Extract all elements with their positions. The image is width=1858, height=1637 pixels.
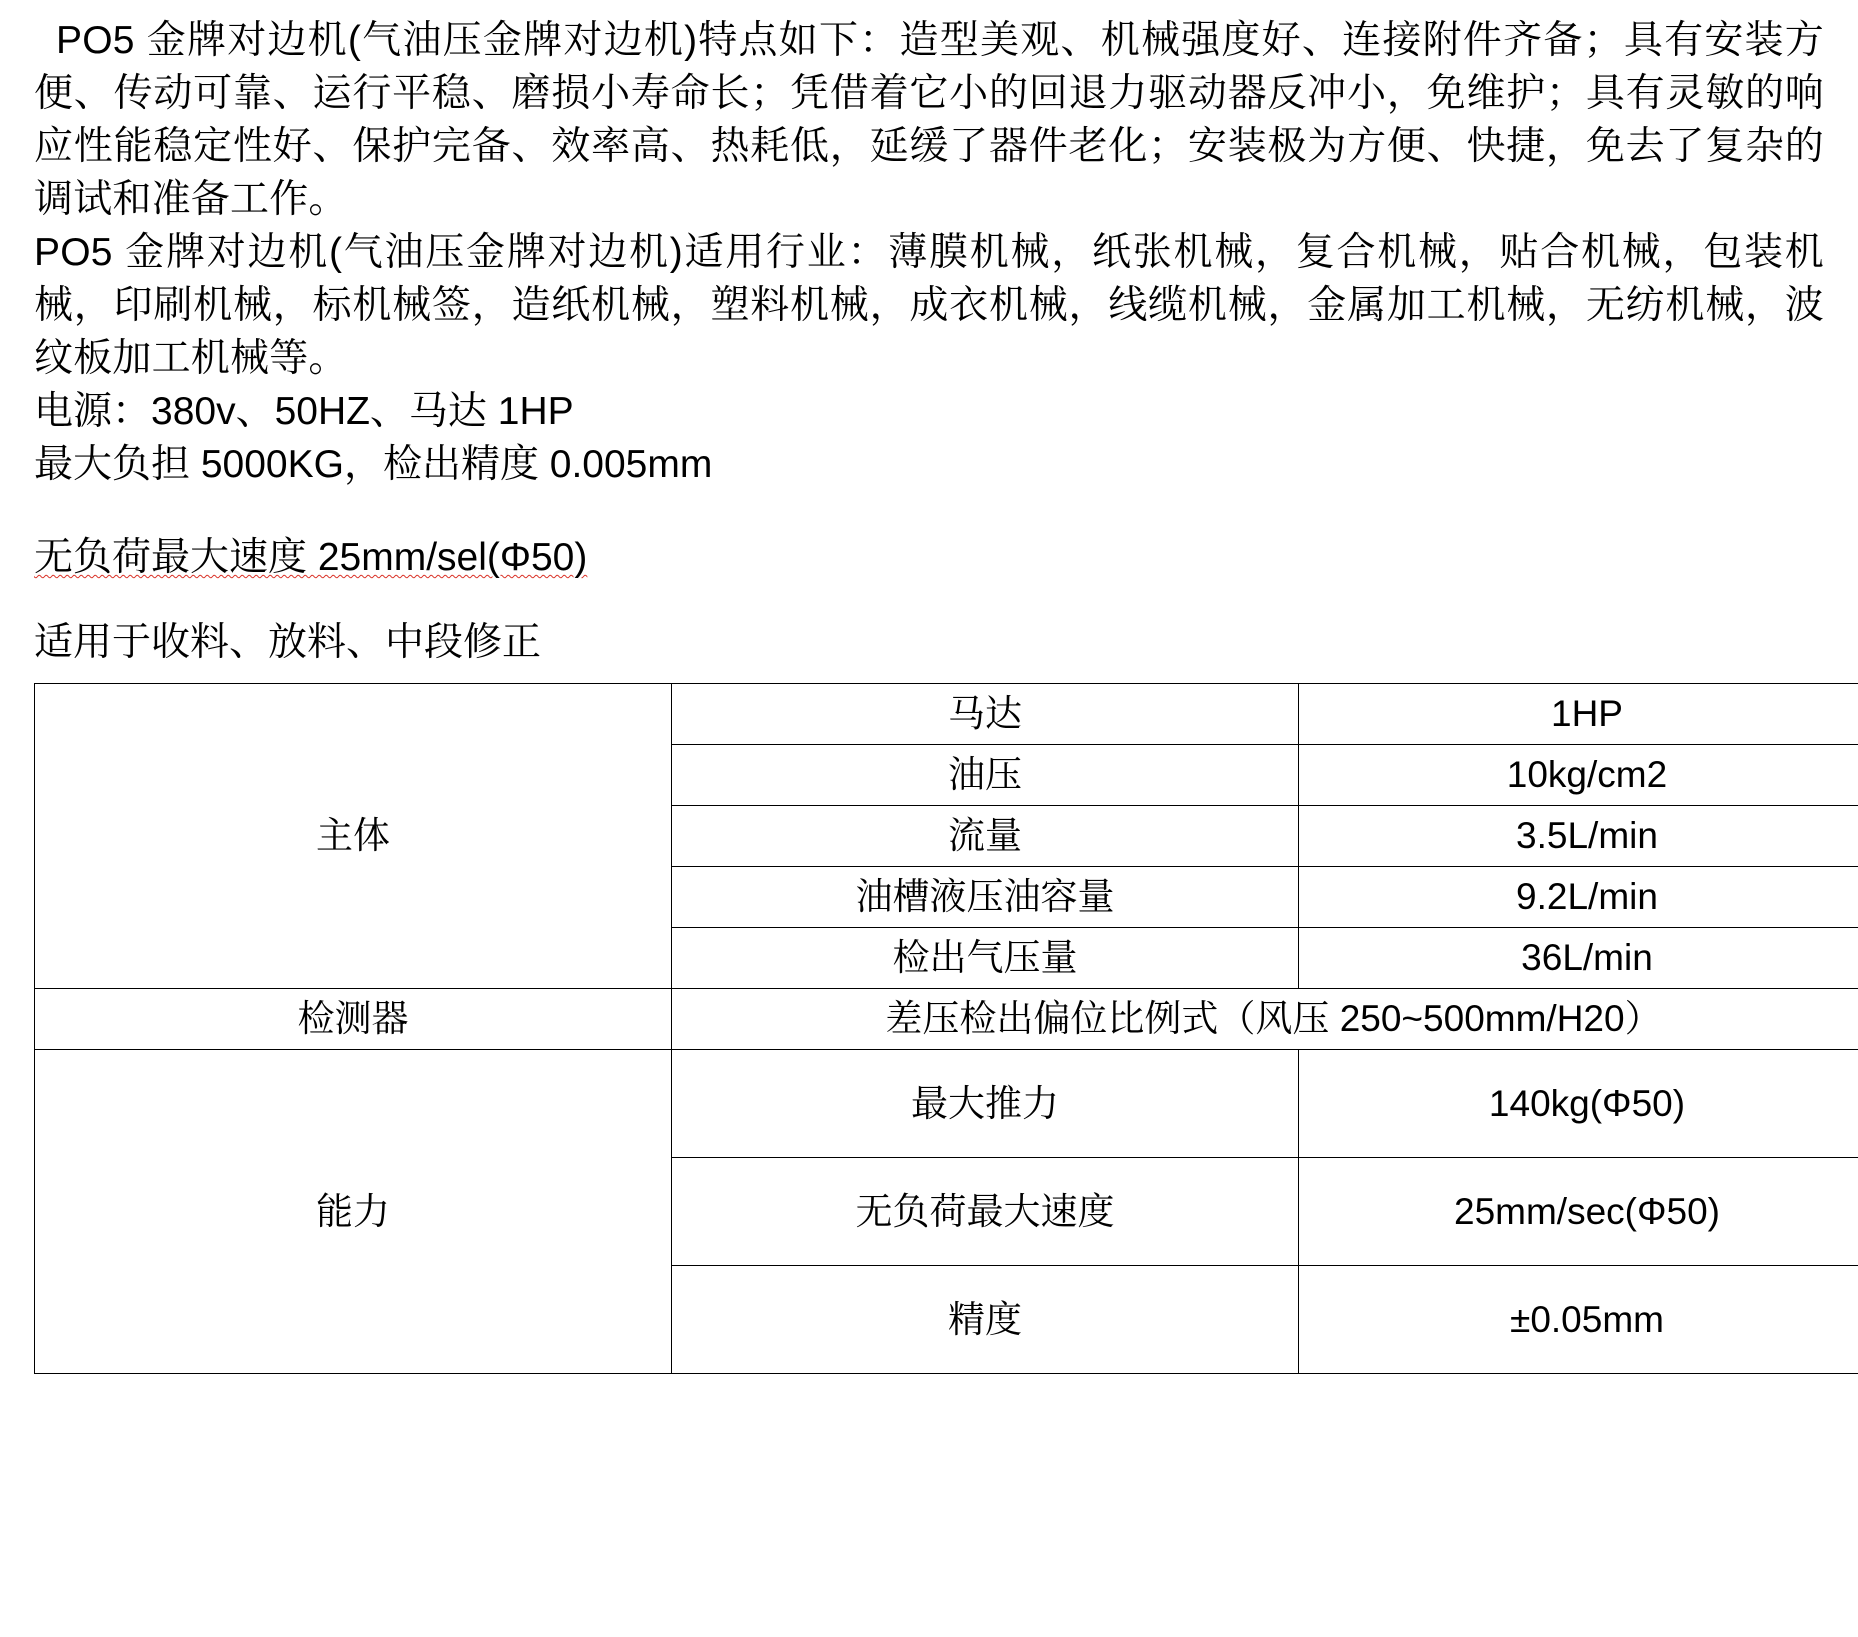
spec-value: 3.5L/min: [1299, 806, 1858, 867]
group-label-main-body: 主体: [35, 684, 672, 989]
spacer: [34, 584, 1824, 616]
speed-spec-line-wrap: [34, 531, 1824, 584]
spec-item: 马达: [672, 684, 1299, 745]
spec-item: 油槽液压油容量: [672, 867, 1299, 928]
load-spec-line: 最大负担 5000KG，检出精度 0.005mm: [34, 443, 713, 486]
spec-value: 9.2L/min: [1299, 867, 1858, 928]
paragraph-industries: PO5 金牌对边机(气油压金牌对边机)适用行业：薄膜机械，纸张机械，复合机械，贴合机械，包装机械，印刷机械，标机械签，造纸机械，塑料机械，成衣机械，线缆机械，金属加工机械，无纺机械，波纹板加工机械等。: [34, 231, 1824, 380]
table-row: [35, 989, 1858, 1050]
usage-line: 适用于收料、放料、中段修正: [34, 621, 542, 664]
group-label-detector: 检测器: [35, 989, 672, 1050]
spec-item: 无负荷最大速度: [672, 1158, 1299, 1266]
group-label-capability: 能力: [35, 1050, 672, 1374]
spec-item: 检出气压量: [672, 928, 1299, 989]
speed-spec-line: 无负荷最大速度 25mm/sel(Φ50): [34, 536, 588, 579]
spec-value: 140kg(Φ50): [1299, 1050, 1858, 1158]
table-row: [35, 684, 1858, 745]
spec-value: 36L/min: [1299, 928, 1858, 989]
spec-value: ±0.05mm: [1299, 1266, 1858, 1374]
specification-table: [34, 683, 1858, 1374]
table-row: [35, 1050, 1858, 1158]
spec-value: 1HP: [1299, 684, 1858, 745]
spec-item: 精度: [672, 1266, 1299, 1374]
spec-item: 流量: [672, 806, 1299, 867]
spec-item: 最大推力: [672, 1050, 1299, 1158]
spec-value: 10kg/cm2: [1299, 745, 1858, 806]
detector-value: 差压检出偏位比例式（风压 250~500mm/H20）: [672, 989, 1858, 1050]
spec-value: 25mm/sec(Φ50): [1299, 1158, 1858, 1266]
spacer: [34, 491, 1824, 531]
spec-item: 油压: [672, 745, 1299, 806]
power-spec-line: 电源：380v、50HZ、马达 1HP: [34, 390, 574, 433]
paragraph-features: PO5 金牌对边机(气油压金牌对边机)特点如下：造型美观、机械强度好、连接附件齐备；具有安装方便、传动可靠、运行平稳、磨损小寿命长；凭借着它小的回退力驱动器反冲小，免维护；具有灵敏的响应性能稳定性好、保护完备、效率高、热耗低，延缓了器件老化；安装极为方便、快捷，免去了复杂的调试和准备工作。: [34, 19, 1824, 221]
